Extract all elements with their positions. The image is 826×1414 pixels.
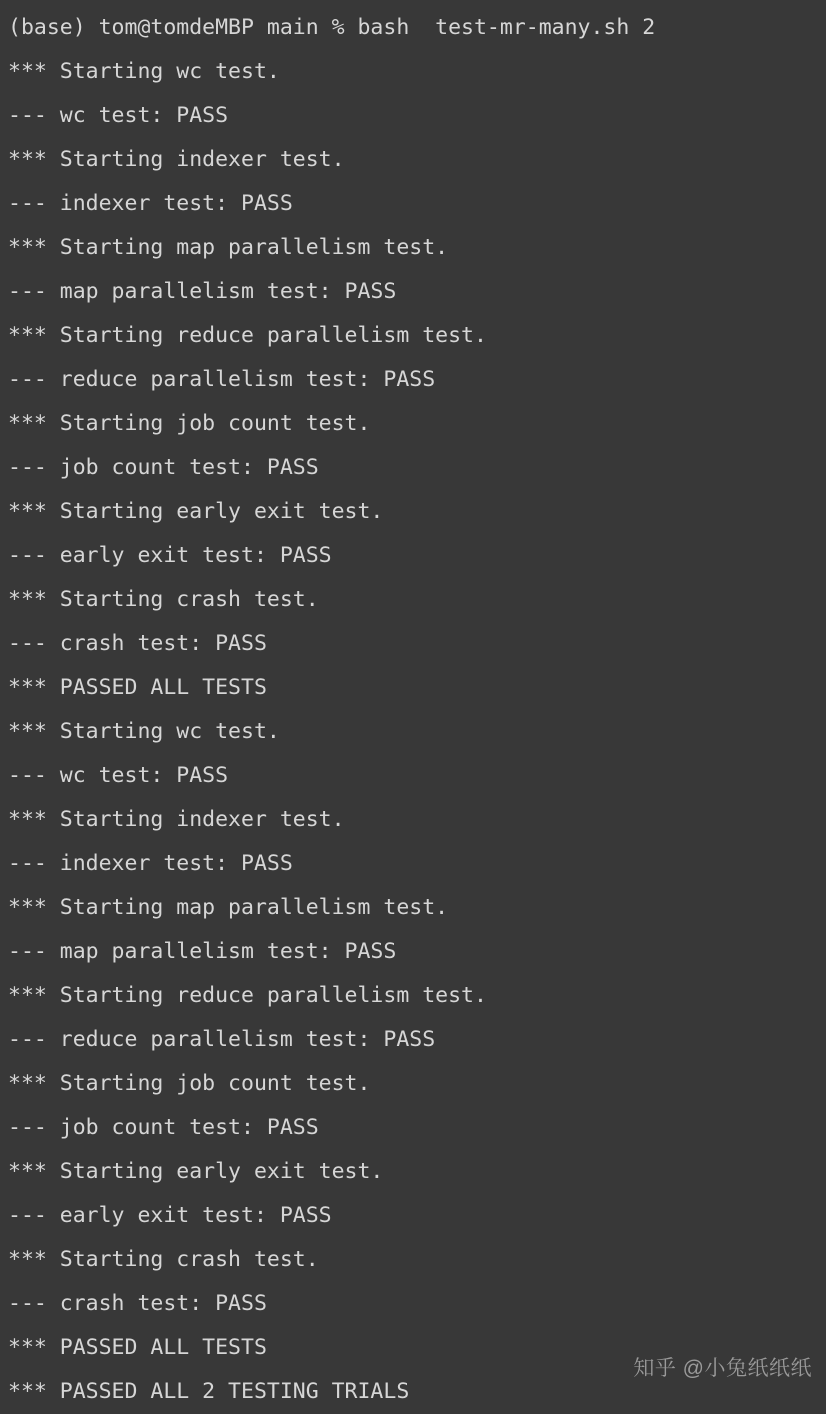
terminal-line: *** PASSED ALL 2 TESTING TRIALS [8, 1379, 410, 1404]
terminal-output [8, 6, 826, 1414]
terminal-line: --- early exit test: PASS [8, 543, 332, 568]
terminal-line: *** Starting job count test. [8, 411, 371, 436]
terminal-line: (base) tom@tomdeMBP main % bash test-mr-many.sh 2 [8, 15, 656, 40]
terminal-line: --- early exit test: PASS [8, 1203, 332, 1228]
terminal-line: *** Starting crash test. [8, 1247, 319, 1272]
terminal-line: --- indexer test: PASS [8, 191, 293, 216]
terminal-line: --- wc test: PASS [8, 763, 229, 788]
terminal-line: *** Starting indexer test. [8, 807, 345, 832]
terminal-line: *** Starting wc test. [8, 59, 280, 84]
terminal-line: *** Starting indexer test. [8, 147, 345, 172]
terminal-line: --- crash test: PASS [8, 631, 267, 656]
terminal-line: --- crash test: PASS [8, 1291, 267, 1316]
terminal-line: *** Starting map parallelism test. [8, 895, 449, 920]
terminal-line: *** Starting reduce parallelism test. [8, 323, 487, 348]
terminal-line: *** Starting crash test. [8, 587, 319, 612]
terminal-line: *** PASSED ALL TESTS [8, 1335, 267, 1360]
watermark-label: 知乎 @小兔纸纸纸 [633, 1357, 812, 1380]
terminal-line: --- job count test: PASS [8, 1115, 319, 1140]
terminal-line: --- job count test: PASS [8, 455, 319, 480]
terminal-line: *** Starting job count test. [8, 1071, 371, 1096]
terminal-line: *** Starting map parallelism test. [8, 235, 449, 260]
terminal-line: --- wc test: PASS [8, 103, 229, 128]
terminal-line: *** PASSED ALL TESTS [8, 675, 267, 700]
terminal-line: --- reduce parallelism test: PASS [8, 1027, 436, 1052]
terminal-line: --- reduce parallelism test: PASS [8, 367, 436, 392]
terminal-line: *** Starting wc test. [8, 719, 280, 744]
terminal-line: *** Starting early exit test. [8, 1159, 384, 1184]
terminal-line: *** Starting reduce parallelism test. [8, 983, 487, 1008]
terminal-line: --- map parallelism test: PASS [8, 939, 397, 964]
terminal-line: --- indexer test: PASS [8, 851, 293, 876]
terminal-line: *** Starting early exit test. [8, 499, 384, 524]
terminal-line: --- map parallelism test: PASS [8, 279, 397, 304]
